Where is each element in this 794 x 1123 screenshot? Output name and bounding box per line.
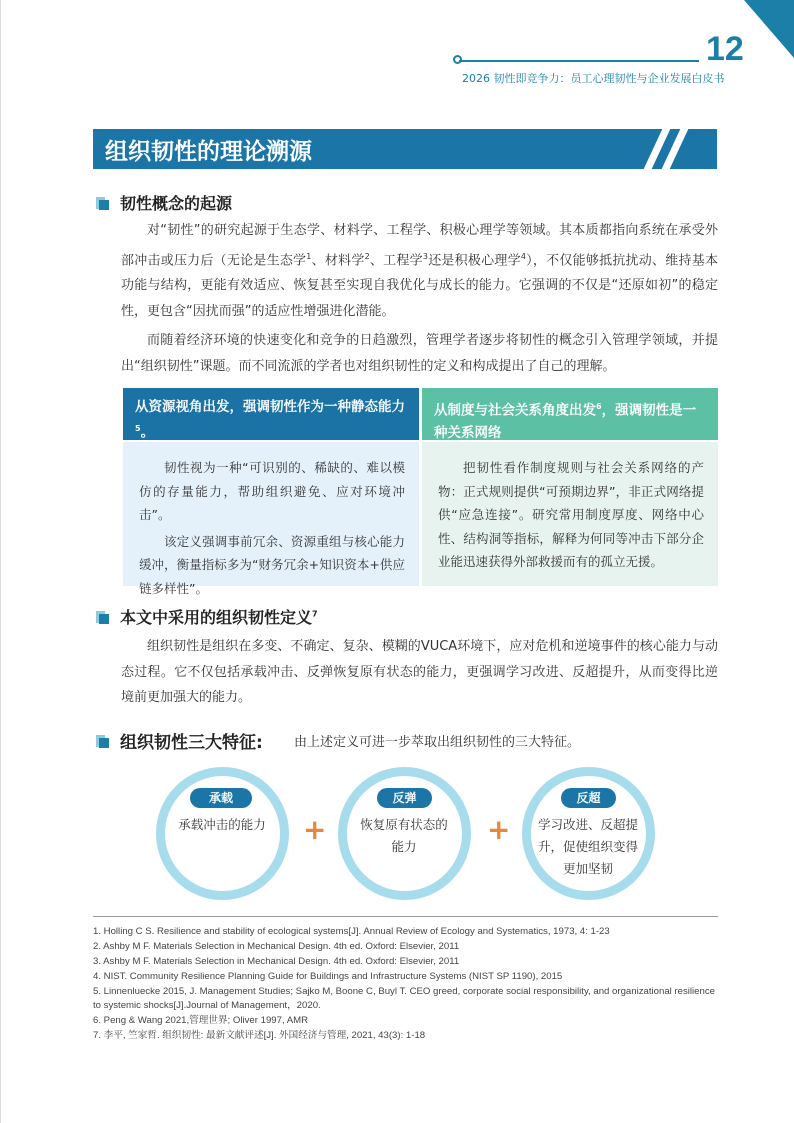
feature-label-bear: 承载 (190, 788, 252, 808)
box-resource-body (123, 442, 419, 596)
footnote-divider (93, 916, 718, 917)
box-resource-heading: 从资源视角出发，强调韧性作为一种静态能力$^5$。 (123, 388, 419, 440)
box-resource-text-2: 该定义强调事前冗余、资源重组与核心能力缓冲，衡量指标多为“财务冗余+知识资本+供应链多样性”。 (139, 533, 405, 596)
page-title: 组织韧性的理论溯源 (105, 139, 312, 165)
section-bullet-icon (96, 197, 109, 210)
box-institution-body (422, 442, 718, 586)
feature-label-rebound: 反弹 (377, 788, 432, 808)
footnote: 4. NIST. Community Resilience Planning Guide for Buildings and Infrastructure Systems (NIST SP 1190), 2015 (93, 971, 563, 982)
section-bullet-icon (96, 735, 109, 748)
page-number: 12 (706, 30, 744, 68)
footnote: 5. Linnenluecke 2015, J. Management Studies; Sajko M, Boone C, Buyl T. CEO greed, corporate social responsibility, and organizational resilience to systemic shocks[J].Journal of Management，2020. (93, 986, 715, 1011)
box-institution-text: 把韧性看作制度规则与社会关系网络的产物：正式规则提供“可预期边界”，非正式网络提供“应急连接”。研究常用制度厚度、网络中心性、结构洞等指标，解释为何同等冲击下部分企业能迅速获得外部救援而有的孤立无援。 (438, 460, 704, 569)
section-bullet-icon (96, 611, 109, 624)
feature-desc-surpass: 学习改进、反超提 升，促使组织变得 更加坚韧 (537, 817, 638, 876)
feature-desc-bear: 承载冲击的能力 (178, 817, 266, 832)
footnote: 3. Ashby M F. Materials Selection in Mechanical Design. 4th ed. Oxford: Elsevier, 2011 (93, 956, 460, 967)
box-resource-text-1: 韧性视为一种“可识别的、稀缺的、难以模仿的存量能力，帮助组织避免、应对环境冲击”。 (139, 460, 405, 522)
features-intro: 由上述定义可进一步萃取出组织韧性的三大特征。 (294, 735, 581, 750)
footnote: 2. Ashby M F. Materials Selection in Mechanical Design. 4th ed. Oxford: Elsevier, 2011 (93, 941, 460, 952)
section-heading-definition: 本文中采用的组织韧性定义$^7$ (120, 608, 318, 627)
feature-label-surpass: 反超 (561, 788, 616, 808)
page-title-bar (93, 129, 717, 169)
section-heading-features: 组织韧性三大特征: (120, 733, 263, 753)
definition-paragraph: 组织韧性是组织在多变、不确定、复杂、模糊的VUCA环境下，应对危机和逆境事件的核心能力与动态过程。它不仅包括承载冲击、反弹恢复原有状态的能力，更强调学习改进、反超提升，从而变得比逆境前更加强大的能力。 (121, 639, 718, 705)
header-rule (459, 60, 699, 62)
box-institution-heading: 从制度与社会关系角度出发$^6$，强调韧性是一种关系网络 (422, 388, 718, 440)
plus-icon: + (303, 813, 327, 846)
page-edge (0, 0, 1, 1123)
origin-paragraph-1: 对“韧性”的研究起源于生态学、材料学、工程学、积极心理学等领域。其本质都指向系统在承受外部冲击或压力后（无论是生态学$^1$、材料学$^2$、工程学$^3$还是积极心理学$^4$），不仅能够抵抗扰动、维持基本功能与结构，更能有效适应、恢复甚至实现自我优化与成长的能力。它强调的不仅是“还原如初”的稳定性，更包含“因扰而强”的适应性增强进化潜能。 (121, 223, 718, 319)
footnote: 1. Holling C S. Resilience and stability of ecological systems[J]. Annual Review of Ecology and Systematics, 1973, 4: 1-23 (93, 926, 610, 937)
feature-desc-rebound: 恢复原有状态的 能力 (360, 817, 448, 854)
corner-decoration (744, 0, 794, 58)
plus-icon: + (487, 813, 511, 846)
origin-paragraph-2: 而随着经济环境的快速变化和竞争的日趋激烈，管理学者逐步将韧性的概念引入管理学领域，并提出“组织韧性”课题。而不同流派的学者也对组织韧性的定义和构成提出了自己的理解。 (121, 333, 718, 374)
footnote: 7. 李平, 竺家哲. 组织韧性: 最新文献评述[J]. 外国经济与管理, 2021, 43(3): 1-18 (93, 1030, 426, 1041)
footnote: 6. Peng & Wang 2021,管理世界; Oliver 1997, AMR (93, 1015, 309, 1026)
section-heading-origin: 韧性概念的起源 (120, 194, 233, 213)
running-header: 2026 韧性即竞争力：员工心理韧性与企业发展白皮书 (462, 72, 725, 85)
